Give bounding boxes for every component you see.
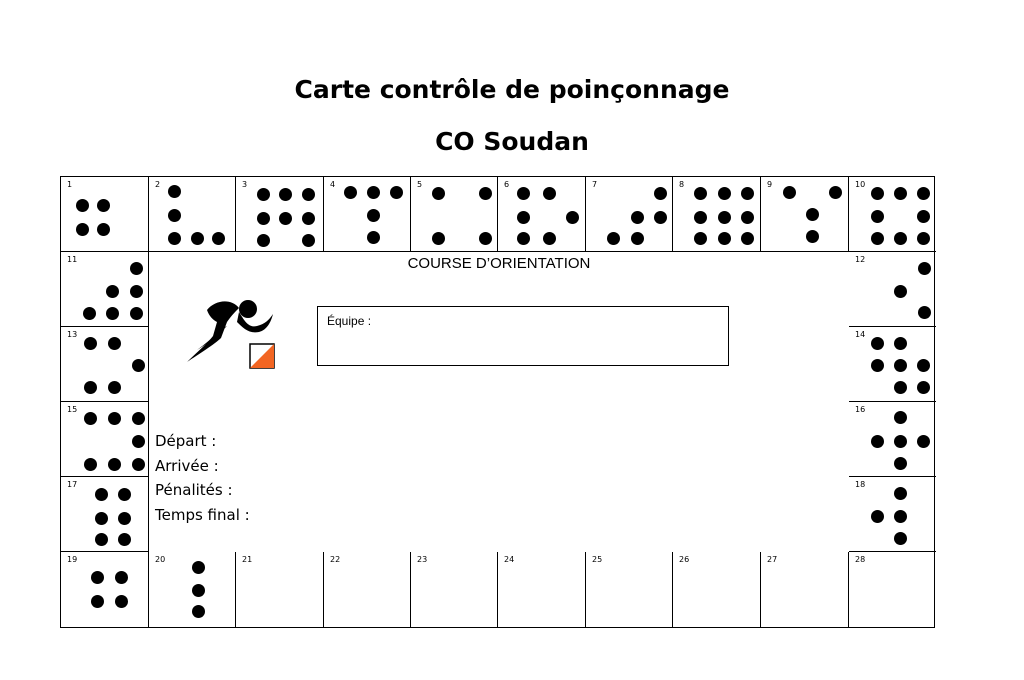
punch-dot: [894, 487, 907, 500]
punch-dot: [132, 359, 145, 372]
punch-box-17: [61, 477, 149, 552]
punch-dot: [894, 337, 907, 350]
punch-dot: [517, 187, 530, 200]
punch-dot: [917, 381, 930, 394]
punch-box-3: [236, 177, 324, 252]
punch-dot: [517, 232, 530, 245]
punch-dot: [543, 187, 556, 200]
punch-dot: [871, 187, 884, 200]
punch-dot: [367, 209, 380, 222]
control-number: 4: [330, 180, 336, 189]
control-number: 13: [67, 330, 78, 339]
punch-dot: [132, 412, 145, 425]
punch-dot: [871, 232, 884, 245]
control-number: 12: [855, 255, 866, 264]
punch-dot: [917, 359, 930, 372]
punch-dot: [302, 234, 315, 247]
punch-box-22: [324, 552, 411, 628]
punch-dot: [115, 595, 128, 608]
punch-dot: [479, 232, 492, 245]
punch-dot: [76, 199, 89, 212]
punch-dot: [566, 211, 579, 224]
punch-box-11: [61, 252, 149, 327]
punch-dot: [894, 457, 907, 470]
punch-dot: [894, 187, 907, 200]
punch-dot: [84, 381, 97, 394]
punch-dot: [694, 232, 707, 245]
punch-dot: [97, 223, 110, 236]
control-number: 25: [592, 555, 603, 564]
punch-box-26: [673, 552, 761, 628]
time-info-block: [155, 429, 250, 527]
control-number: 23: [417, 555, 428, 564]
punch-dot: [871, 510, 884, 523]
punch-dot: [302, 212, 315, 225]
punch-dot: [91, 571, 104, 584]
punch-dot: [118, 533, 131, 546]
punch-dot: [894, 435, 907, 448]
punch-dot: [108, 412, 121, 425]
control-number: 26: [679, 555, 690, 564]
control-number: 11: [67, 255, 78, 264]
punch-box-4: [324, 177, 411, 252]
punch-box-21: [236, 552, 324, 628]
punch-box-2: [149, 177, 236, 252]
punch-dot: [783, 186, 796, 199]
punch-box-14: [849, 327, 936, 402]
control-number: 7: [592, 180, 598, 189]
punch-dot: [279, 212, 292, 225]
punch-dot: [95, 533, 108, 546]
punch-dot: [917, 187, 930, 200]
page-title: Carte contrôle de poinçonnage: [294, 75, 730, 104]
control-number: 8: [679, 180, 685, 189]
penalties-label: Pénalités :: [155, 481, 233, 499]
punch-dot: [894, 359, 907, 372]
punch-dot: [607, 232, 620, 245]
punch-box-25: [586, 552, 673, 628]
punch-box-23: [411, 552, 498, 628]
punch-dot: [84, 412, 97, 425]
punch-dot: [894, 232, 907, 245]
punch-dot: [108, 337, 121, 350]
punch-box-28: [849, 552, 936, 628]
punch-dot: [118, 488, 131, 501]
punch-dot: [130, 262, 143, 275]
punch-box-10: [849, 177, 936, 252]
punch-dot: [917, 232, 930, 245]
punch-dot: [694, 211, 707, 224]
punch-dot: [718, 232, 731, 245]
punch-dot: [91, 595, 104, 608]
punch-box-15: [61, 402, 149, 477]
punch-dot: [871, 337, 884, 350]
team-label: Équipe :: [327, 314, 372, 328]
punch-dot: [108, 458, 121, 471]
punch-dot: [97, 199, 110, 212]
punch-dot: [741, 187, 754, 200]
control-number: 15: [67, 405, 78, 414]
punch-dot: [894, 411, 907, 424]
punch-dot: [432, 187, 445, 200]
punch-dot: [106, 285, 119, 298]
punch-dot: [894, 510, 907, 523]
control-number: 6: [504, 180, 510, 189]
punch-dot: [918, 262, 931, 275]
control-number: 21: [242, 555, 253, 564]
punch-box-19: [61, 552, 149, 628]
punch-dot: [192, 605, 205, 618]
control-number: 19: [67, 555, 78, 564]
punch-dot: [806, 208, 819, 221]
punch-box-20: [149, 552, 236, 628]
punch-dot: [654, 211, 667, 224]
control-number: 28: [855, 555, 866, 564]
punch-dot: [130, 307, 143, 320]
punch-dot: [871, 435, 884, 448]
punch-dot: [344, 186, 357, 199]
control-number: 14: [855, 330, 866, 339]
control-number: 24: [504, 555, 515, 564]
control-number: 16: [855, 405, 866, 414]
punch-box-9: [761, 177, 849, 252]
punch-dot: [479, 187, 492, 200]
punch-dot: [168, 209, 181, 222]
punch-dot: [168, 185, 181, 198]
punch-dot: [543, 232, 556, 245]
punch-box-16: [849, 402, 936, 477]
punch-dot: [390, 186, 403, 199]
punch-dot: [918, 306, 931, 319]
punch-dot: [894, 285, 907, 298]
punch-box-18: [849, 477, 936, 552]
punch-dot: [367, 186, 380, 199]
punch-dot: [654, 187, 667, 200]
punch-dot: [829, 186, 842, 199]
punch-dot: [517, 211, 530, 224]
control-number: 1: [67, 180, 73, 189]
punch-dot: [132, 435, 145, 448]
punch-dot: [694, 187, 707, 200]
control-number: 18: [855, 480, 866, 489]
start-label: Départ :: [155, 432, 217, 450]
punch-dot: [741, 211, 754, 224]
punch-dot: [917, 435, 930, 448]
punch-box-27: [761, 552, 849, 628]
punch-dot: [432, 232, 445, 245]
punch-dot: [917, 210, 930, 223]
punch-box-12: [849, 252, 936, 327]
punch-dot: [894, 532, 907, 545]
punch-dot: [132, 458, 145, 471]
punch-box-13: [61, 327, 149, 402]
punch-dot: [192, 561, 205, 574]
punch-dot: [367, 231, 380, 244]
punch-dot: [130, 285, 143, 298]
punch-dot: [302, 188, 315, 201]
control-number: 9: [767, 180, 773, 189]
punch-box-5: [411, 177, 498, 252]
punch-dot: [631, 232, 644, 245]
punch-dot: [212, 232, 225, 245]
punch-dot: [718, 187, 731, 200]
punch-dot: [95, 512, 108, 525]
punch-dot: [115, 571, 128, 584]
punch-dot: [83, 307, 96, 320]
control-number: 3: [242, 180, 248, 189]
punch-dot: [871, 210, 884, 223]
punch-dot: [106, 307, 119, 320]
punch-dot: [894, 381, 907, 394]
punch-dot: [871, 359, 884, 372]
punch-dot: [192, 584, 205, 597]
punch-box-8: [673, 177, 761, 252]
punch-box-1: [61, 177, 149, 252]
orienteering-runner-icon: [187, 292, 282, 372]
card-center-area: [149, 252, 849, 552]
arrival-label: Arrivée :: [155, 456, 219, 475]
punch-dot: [84, 458, 97, 471]
team-field[interactable]: [317, 306, 729, 366]
punch-box-6: [498, 177, 586, 252]
punch-dot: [257, 234, 270, 247]
page-subtitle: CO Soudan: [435, 127, 589, 156]
control-number: 20: [155, 555, 166, 564]
control-number: 27: [767, 555, 778, 564]
punch-dot: [84, 337, 97, 350]
punch-dot: [718, 211, 731, 224]
punch-card: [60, 176, 935, 628]
punch-box-24: [498, 552, 586, 628]
control-number: 2: [155, 180, 161, 189]
punch-box-7: [586, 177, 673, 252]
punch-dot: [806, 230, 819, 243]
punch-dot: [741, 232, 754, 245]
punch-dot: [95, 488, 108, 501]
punch-dot: [191, 232, 204, 245]
punch-dot: [168, 232, 181, 245]
punch-dot: [118, 512, 131, 525]
punch-dot: [257, 188, 270, 201]
course-title: COURSE D’ORIENTATION: [407, 255, 591, 272]
punch-dot: [279, 188, 292, 201]
final-time-label: Temps final :: [155, 505, 250, 524]
punch-dot: [108, 381, 121, 394]
punch-dot: [257, 212, 270, 225]
control-number: 17: [67, 480, 78, 489]
punch-dot: [631, 211, 644, 224]
control-number: 10: [855, 180, 866, 189]
punch-dot: [76, 223, 89, 236]
control-number: 22: [330, 555, 341, 564]
control-number: 5: [417, 180, 423, 189]
